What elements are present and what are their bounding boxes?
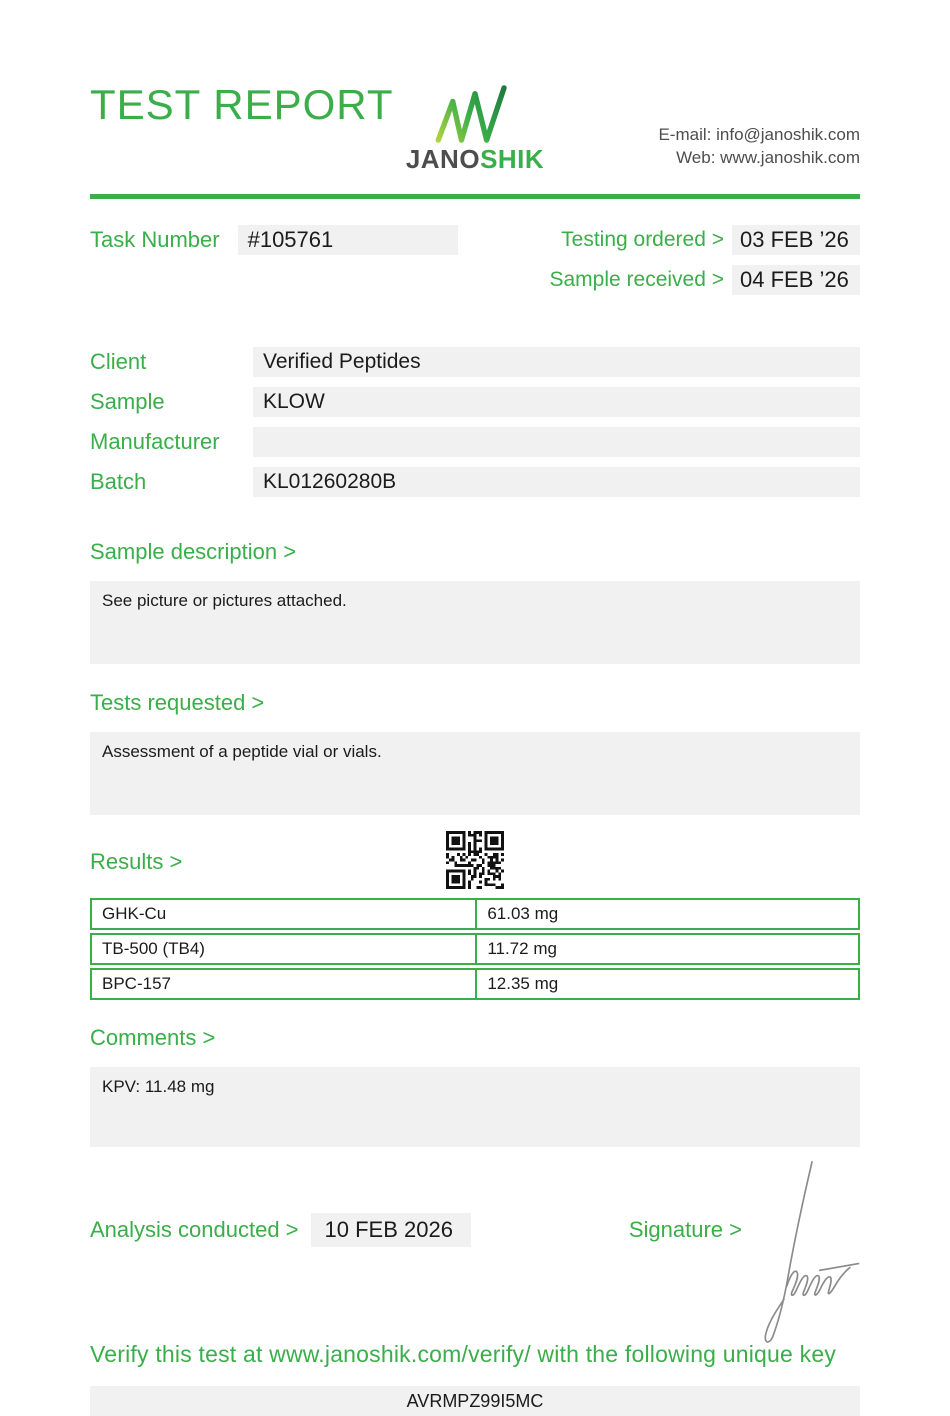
contact-info <box>658 124 860 170</box>
tests-requested-box: Assessment of a peptide vial or vials. <box>90 732 860 815</box>
comments-heading: Comments > <box>90 1025 216 1050</box>
page-title: TEST REPORT <box>90 81 394 128</box>
qr-code-icon <box>446 831 504 889</box>
result-name: BPC-157 <box>90 968 477 1000</box>
sample-value: KLOW <box>253 387 860 417</box>
analysis-conducted-label: Analysis conducted > <box>90 1217 299 1242</box>
signature-scribble <box>750 1157 876 1343</box>
manufacturer-value <box>253 427 860 457</box>
detail-row-client <box>90 347 860 377</box>
testing-ordered-value: 03 FEB ’26 <box>732 225 860 255</box>
task-number-value: #105761 <box>238 225 458 255</box>
analysis-date-value: 10 FEB 2026 <box>311 1213 471 1247</box>
testing-ordered-label: Testing ordered > <box>561 228 724 251</box>
report-header <box>90 81 860 180</box>
sample-details <box>90 347 860 497</box>
table-row <box>90 898 860 930</box>
contact-web: Web: www.janoshik.com <box>676 147 860 167</box>
results-table <box>90 895 860 1003</box>
logo-wordmark <box>400 146 550 172</box>
chart-growth-icon <box>431 84 519 144</box>
client-label: Client <box>90 349 147 374</box>
analysis-signature-row <box>90 1213 860 1247</box>
sample-label: Sample <box>90 389 165 414</box>
sample-received-row <box>549 265 860 295</box>
results-heading: Results > <box>90 849 183 874</box>
task-number-row <box>90 225 458 255</box>
detail-row-manufacturer <box>90 427 860 457</box>
sample-description-heading: Sample description > <box>90 539 297 564</box>
sample-received-label: Sample received > <box>549 268 724 291</box>
unique-key-value: AVRMPZ99I5MC <box>90 1386 860 1416</box>
client-value: Verified Peptides <box>253 347 860 377</box>
task-section <box>90 225 860 295</box>
manufacturer-label: Manufacturer <box>90 429 220 454</box>
sample-received-value: 04 FEB ’26 <box>732 265 860 295</box>
logo-text-dark: JANO <box>405 144 481 174</box>
header-divider <box>90 194 860 199</box>
detail-row-sample <box>90 387 860 417</box>
result-name: TB-500 (TB4) <box>90 933 477 965</box>
result-name: GHK-Cu <box>90 898 477 930</box>
result-value: 61.03 mg <box>477 898 860 930</box>
tests-requested-heading: Tests requested > <box>90 690 265 715</box>
detail-row-batch <box>90 467 860 497</box>
sample-description-box: See picture or pictures attached. <box>90 581 860 664</box>
batch-value: KL01260280B <box>253 467 860 497</box>
contact-email: E-mail: info@janoshik.com <box>658 125 860 144</box>
comments-box: KPV: 11.48 mg <box>90 1067 860 1147</box>
task-dates <box>549 225 860 295</box>
results-header <box>90 833 860 895</box>
verify-message: Verify this test at www.janoshik.com/verify/ with the following unique key <box>90 1341 837 1367</box>
table-row <box>90 968 860 1000</box>
result-value: 12.35 mg <box>477 968 860 1000</box>
batch-label: Batch <box>90 469 147 494</box>
logo-text-green: SHIK <box>480 144 545 174</box>
janoshik-logo <box>400 84 550 172</box>
testing-ordered-row <box>549 225 860 255</box>
result-value: 11.72 mg <box>477 933 860 965</box>
task-number-label: Task Number <box>90 227 220 252</box>
table-row <box>90 933 860 965</box>
signature-label: Signature > <box>628 1217 742 1242</box>
